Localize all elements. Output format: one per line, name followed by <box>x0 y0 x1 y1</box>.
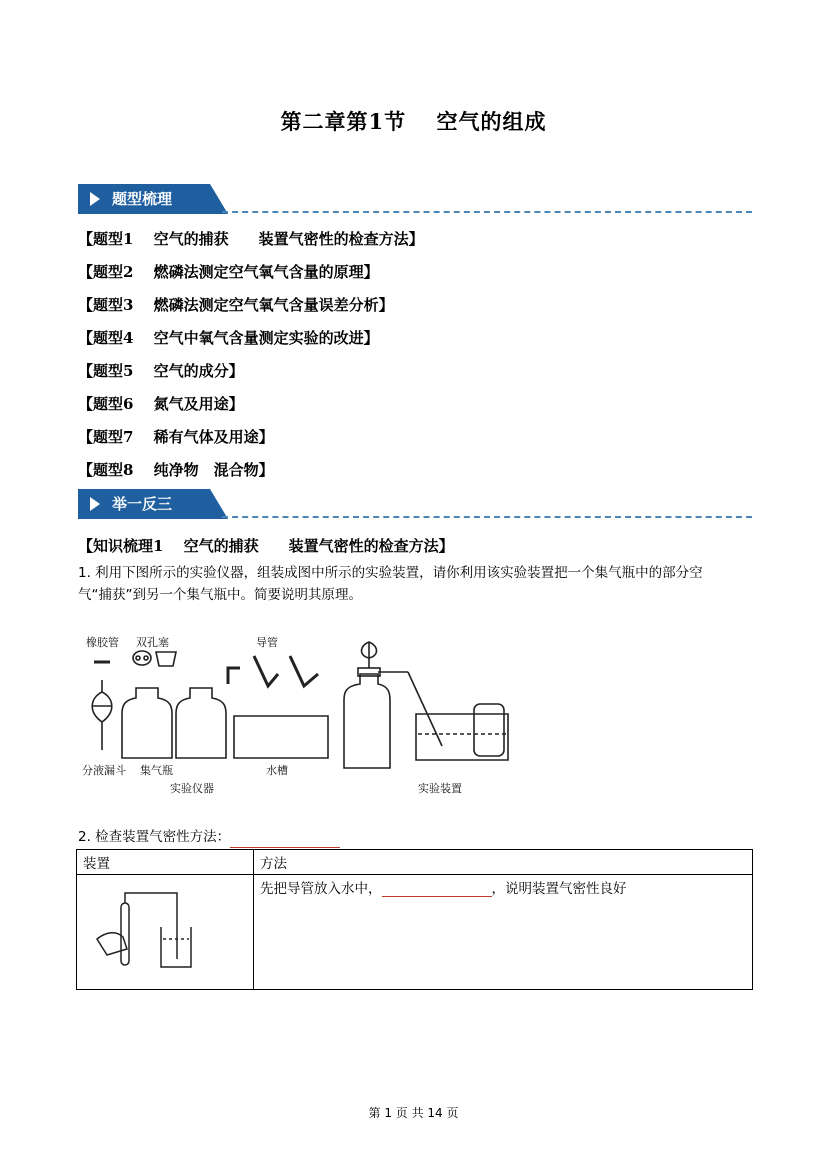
separatory-funnel-icon <box>92 680 112 750</box>
table-row <box>77 875 753 990</box>
banner-divider-1 <box>222 211 752 213</box>
method-text-before: 先把导管放入水中， <box>260 881 382 897</box>
topic-item-6: 【题型6 氮气及用途】 <box>78 395 244 413</box>
label-stopper: 双孔塞 <box>136 636 169 649</box>
question-1 <box>78 562 754 606</box>
table-header-method: 方法 <box>254 850 753 875</box>
bent-tube-icon <box>228 668 240 684</box>
banner-divider-2 <box>222 516 752 518</box>
label-trough: 水槽 <box>266 764 288 777</box>
label-instruments: 实验仪器 <box>170 782 214 795</box>
label-conduit: 导管 <box>256 636 278 649</box>
assembled-apparatus-icon <box>344 642 508 768</box>
page-footer: 第 1 页 共 14 页 <box>368 1106 459 1120</box>
stopper-icon <box>133 651 151 665</box>
topic-item-7: 【题型7 稀有气体及用途】 <box>78 428 274 446</box>
page-title: 第二章第1节 空气的组成 <box>280 109 547 134</box>
section-banner-1 <box>78 184 228 214</box>
method-text-after: ，说明装置气密性良好 <box>491 881 627 897</box>
question-1-line-2: 气“捕获”到另一个集气瓶中。简要说明其原理。 <box>78 587 362 603</box>
table-cell-method <box>254 875 753 990</box>
answer-blank[interactable] <box>230 831 340 848</box>
label-apparatus: 实验装置 <box>418 782 462 795</box>
topic-item-1: 【题型1 空气的捕获 装置气密性的检查方法】 <box>78 230 424 248</box>
section-banner-2 <box>78 489 228 519</box>
stopper-side-icon <box>156 652 176 666</box>
banner-label-2: 举一反三 <box>112 495 173 513</box>
topic-item-2: 【题型2 燃磷法测定空气氧气含量的原理】 <box>78 263 379 281</box>
apparatus-figure <box>78 628 518 803</box>
banner-label-1: 题型梳理 <box>112 190 173 208</box>
table-header-device: 装置 <box>77 850 254 875</box>
topic-item-3: 【题型3 燃磷法测定空气氧气含量误差分析】 <box>78 296 394 314</box>
airtightness-apparatus-icon <box>77 875 253 985</box>
bent-tube-icon <box>254 656 278 686</box>
label-funnel: 分液漏斗 <box>82 764 126 777</box>
table-cell-device <box>77 875 254 990</box>
bent-tube-icon <box>290 656 318 686</box>
method-answer-blank[interactable] <box>382 880 492 897</box>
label-rubber-tube: 橡胶管 <box>86 636 119 649</box>
question-2 <box>78 826 754 848</box>
airtightness-table <box>76 849 753 990</box>
gas-bottle-icon <box>176 688 226 758</box>
question-2-text: 2. 检查装置气密性方法： <box>78 829 231 845</box>
topic-item-4: 【题型4 空气中氧气含量测定实验的改进】 <box>78 329 379 347</box>
gas-bottle-icon <box>122 688 172 758</box>
label-gas-bottle: 集气瓶 <box>140 764 173 777</box>
question-1-line-1: 1. 利用下图所示的实验仪器，组装成图中所示的实验装置，请你利用该实验装置把一个集气瓶中的部分空 <box>78 565 703 581</box>
topic-item-8: 【题型8 纯净物 混合物】 <box>78 461 274 479</box>
water-trough-icon <box>234 716 328 758</box>
topic-item-5: 【题型5 空气的成分】 <box>78 362 244 380</box>
table-header-row <box>77 850 753 875</box>
knowledge-heading: 【知识梳理1 空气的捕获 装置气密性的检查方法】 <box>78 537 454 555</box>
